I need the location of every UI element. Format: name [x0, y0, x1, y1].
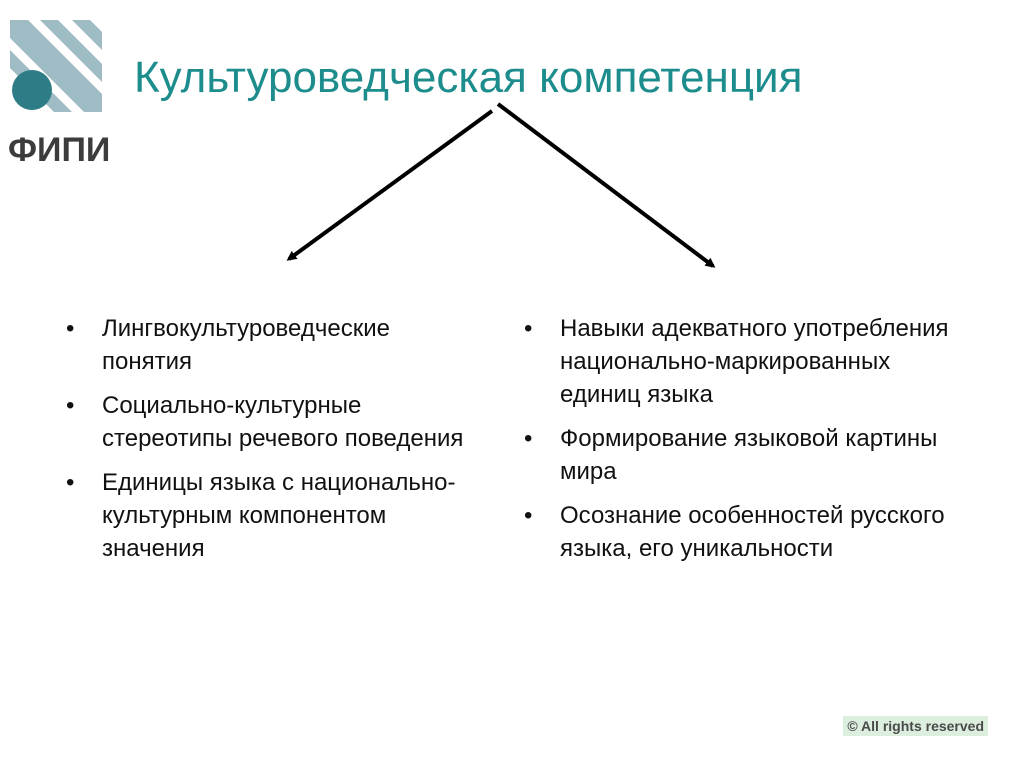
arrow-left — [289, 111, 492, 259]
logo-text: ФИПИ — [8, 131, 111, 169]
list-item: • Единицы языка с национально-культурным компонентом значения — [66, 466, 466, 565]
copyright-notice: © All rights reserved — [843, 716, 988, 736]
right-list — [524, 312, 964, 576]
arrow-right — [498, 104, 713, 266]
list-item: • Формирование языковой картины мира — [524, 422, 964, 488]
list-item: • Лингвокультуроведческие понятия — [66, 312, 466, 378]
left-list — [66, 312, 466, 576]
list-item: • Навыки адекватного употребления национально-маркированных единиц языка — [524, 312, 964, 411]
list-item: • Осознание особенностей русского языка, его уникальности — [524, 499, 964, 565]
page-title: Культуроведческая компетенция — [134, 53, 803, 102]
list-item: • Социально-культурные стереотипы речевого поведения — [66, 389, 466, 455]
